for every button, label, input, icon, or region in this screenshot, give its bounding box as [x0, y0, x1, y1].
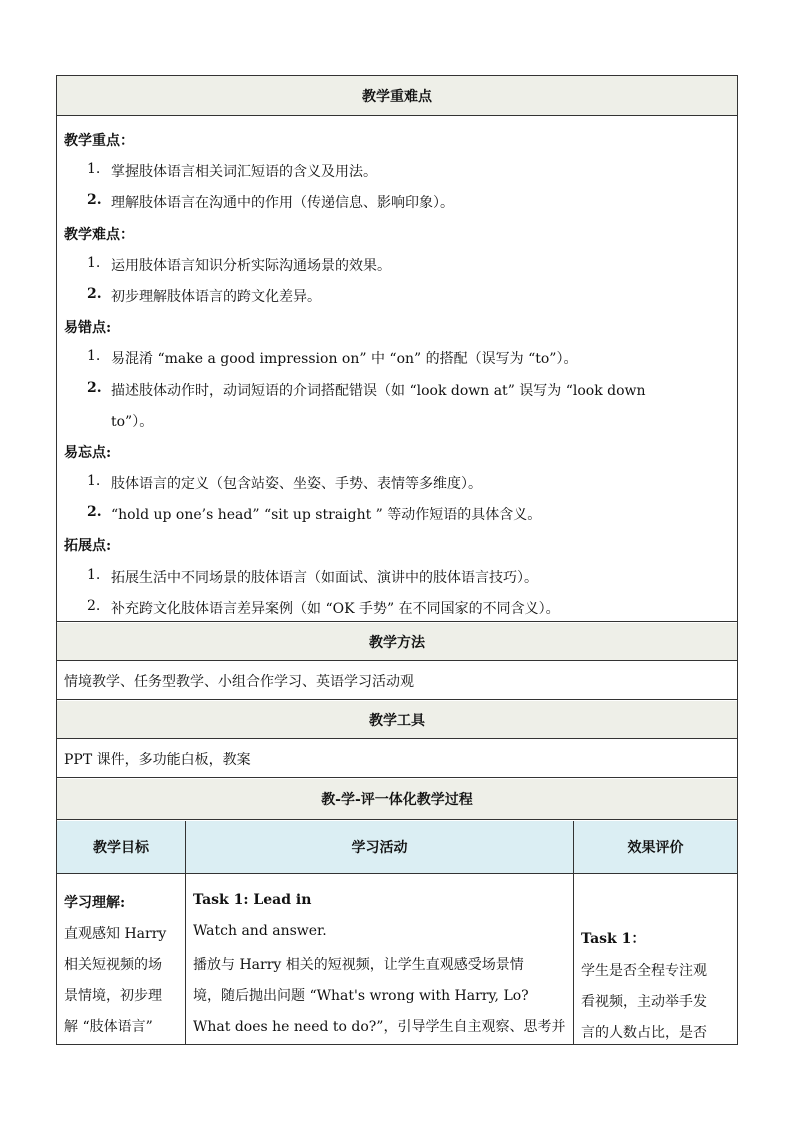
col-activity-label: 学习活动	[351, 840, 408, 856]
difficult-1: 运用肢体语言知识分析实际沟通场景的效果。	[111, 258, 391, 274]
key-points-header	[57, 76, 737, 116]
error-2b: to”）。	[111, 414, 154, 430]
col-activity-header	[186, 821, 573, 873]
methods-content	[57, 662, 737, 700]
key-points-content	[57, 117, 737, 622]
forget-2: “hold up one’s head” “sit up straight ” 等动作短语的具体含义。	[111, 507, 542, 523]
extend-1: 拓展生活中不同场景的肢体语言（如面试、演讲中的肢体语言技巧）。	[111, 570, 538, 586]
error-2a: 描述肢体动作时，动词短语的介词搭配错误（如 “look down at” 误写为 “look down	[111, 383, 646, 399]
goal-label: 学习理解:	[64, 895, 126, 911]
difficult-label: 教学难点：	[64, 227, 134, 243]
task-line-2: 境，随后抛出问题 “What's wrong with Harry, Lo?	[193, 988, 529, 1004]
error-label: 易错点:	[64, 320, 112, 336]
process-title: 教-学-评一体化教学过程	[321, 792, 473, 808]
task-line-1: 播放与 Harry 相关的短视频，让学生直观感受场景情	[193, 957, 524, 973]
process-column-headers	[57, 821, 737, 874]
col-eval-label: 效果评价	[627, 840, 684, 856]
eval-line-3: 言的人数占比，是否	[581, 1025, 707, 1041]
tools-text: PPT 课件，多功能白板，教案	[64, 751, 251, 768]
key-points-title: 教学重难点	[362, 88, 432, 105]
task-line-3: What does he need to do?”，引导学生自主观察、思考并	[193, 1019, 566, 1035]
forget-2-num: 2.	[87, 504, 102, 520]
task-title: Task 1: Lead in	[193, 892, 312, 908]
tools-header	[57, 701, 737, 739]
difficult-1-num: 1.	[87, 255, 101, 271]
eval-line-1: 学生是否全程专注观	[581, 963, 707, 979]
tools-title: 教学工具	[369, 712, 425, 729]
extend-label: 拓展点:	[64, 538, 112, 554]
goal-line-2: 相关短视频的场	[64, 957, 162, 973]
goal-line-3: 景情境，初步理	[64, 988, 162, 1004]
difficult-2: 初步理解肢体语言的跨文化差异。	[111, 289, 321, 305]
goal-line-1: 直观感知 Harry	[64, 926, 167, 942]
focus-1-num: 1.	[87, 161, 101, 177]
focus-2: 理解肢体语言在沟通中的作用（传递信息、影响印象）。	[111, 195, 454, 211]
focus-label: 教学重点：	[64, 133, 134, 149]
methods-text: 情境教学、任务型教学、小组合作学习、英语学习活动观	[64, 673, 414, 690]
process-header	[57, 779, 737, 820]
focus-2-num: 2.	[87, 192, 102, 208]
focus-1: 掌握肢体语言相关词汇短语的含义及用法。	[111, 164, 377, 180]
tools-content	[57, 740, 737, 778]
methods-header	[57, 623, 737, 661]
difficult-2-num: 2.	[87, 286, 102, 302]
forget-1-num: 1.	[87, 473, 101, 489]
process-row	[57, 874, 737, 1044]
extend-2-num: 2.	[87, 598, 101, 614]
error-1: 易混淆 “make a good impression on” 中 “on” 的搭配（误写为 “to”）。	[111, 351, 578, 367]
forget-label: 易忘点:	[64, 445, 112, 461]
task-sub: Watch and answer.	[193, 923, 327, 939]
col-goal-label: 教学目标	[93, 840, 149, 856]
col-goal-header	[57, 821, 185, 873]
methods-title: 教学方法	[369, 634, 425, 651]
lesson-plan-table	[56, 75, 738, 1045]
error-2-num: 2.	[87, 380, 102, 396]
extend-2: 补充跨文化肢体语言差异案例（如 “OK 手势” 在不同国家的不同含义）。	[111, 601, 560, 617]
extend-1-num: 1.	[87, 567, 101, 583]
goal-line-4: 解 “肢体语言”	[64, 1019, 153, 1035]
eval-line-2: 看视频，主动举手发	[581, 994, 707, 1010]
eval-label: Task 1：	[581, 931, 646, 947]
col-eval-header	[574, 821, 737, 873]
forget-1: 肢体语言的定义（包含站姿、坐姿、手势、表情等多维度）。	[111, 476, 482, 492]
error-1-num: 1.	[87, 348, 101, 364]
